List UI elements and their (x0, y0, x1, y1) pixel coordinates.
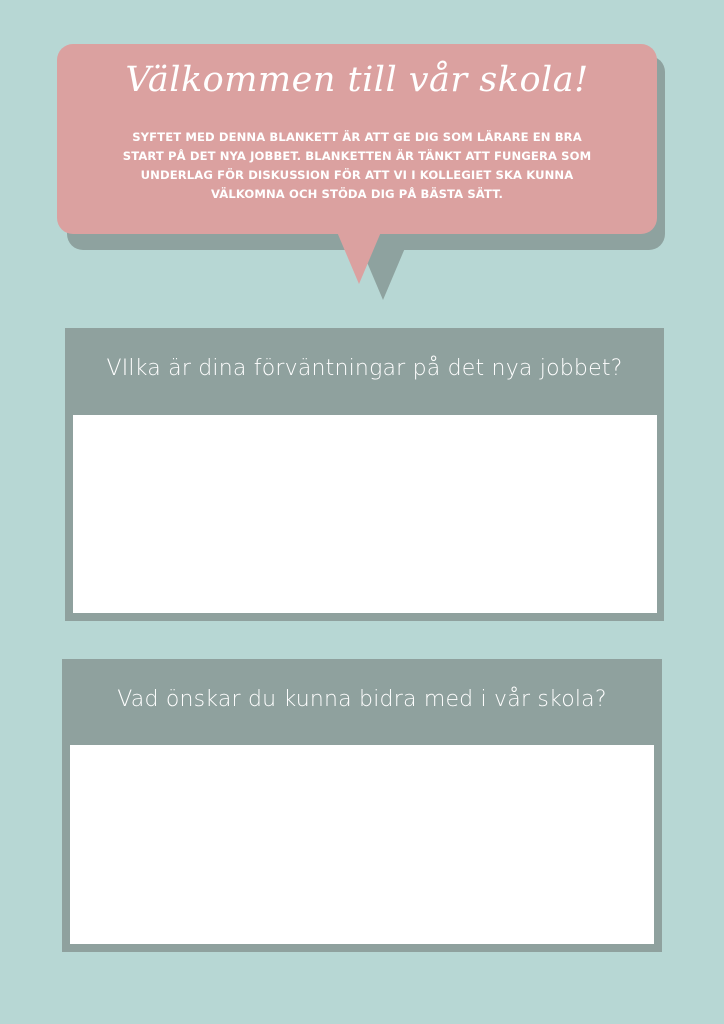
intro-text (87, 128, 627, 204)
speech-bubble (57, 44, 657, 234)
welcome-title: Välkommen till vår skola! (125, 60, 589, 100)
question-expectations (65, 328, 664, 621)
answer-field-contribution[interactable] (70, 745, 654, 944)
intro-line: UNDERLAG FÖR DISKUSSION FÖR ATT VI I KOLLEGIET SKA KUNNA (140, 168, 574, 182)
question-contribution (62, 659, 662, 952)
speech-bubble-tail (337, 232, 381, 284)
intro-line: START PÅ DET NYA JOBBET. BLANKETTEN ÄR TÄNKT ATT FUNGERA SOM (122, 149, 592, 163)
intro-line: VÄLKOMNA OCH STÖDA DIG PÅ BÄSTA SÄTT. (211, 187, 503, 201)
intro-line: SYFTET MED DENNA BLANKETT ÄR ATT GE DIG SOM LÄRARE EN BRA (132, 130, 582, 144)
welcome-speech-bubble (57, 44, 667, 304)
question-label-contribution: Vad önskar du kunna bidra med i vår skola? (117, 687, 607, 712)
answer-field-expectations[interactable] (73, 415, 657, 613)
question-label-expectations: VIlka är dina förväntningar på det nya jobbet? (106, 356, 623, 381)
